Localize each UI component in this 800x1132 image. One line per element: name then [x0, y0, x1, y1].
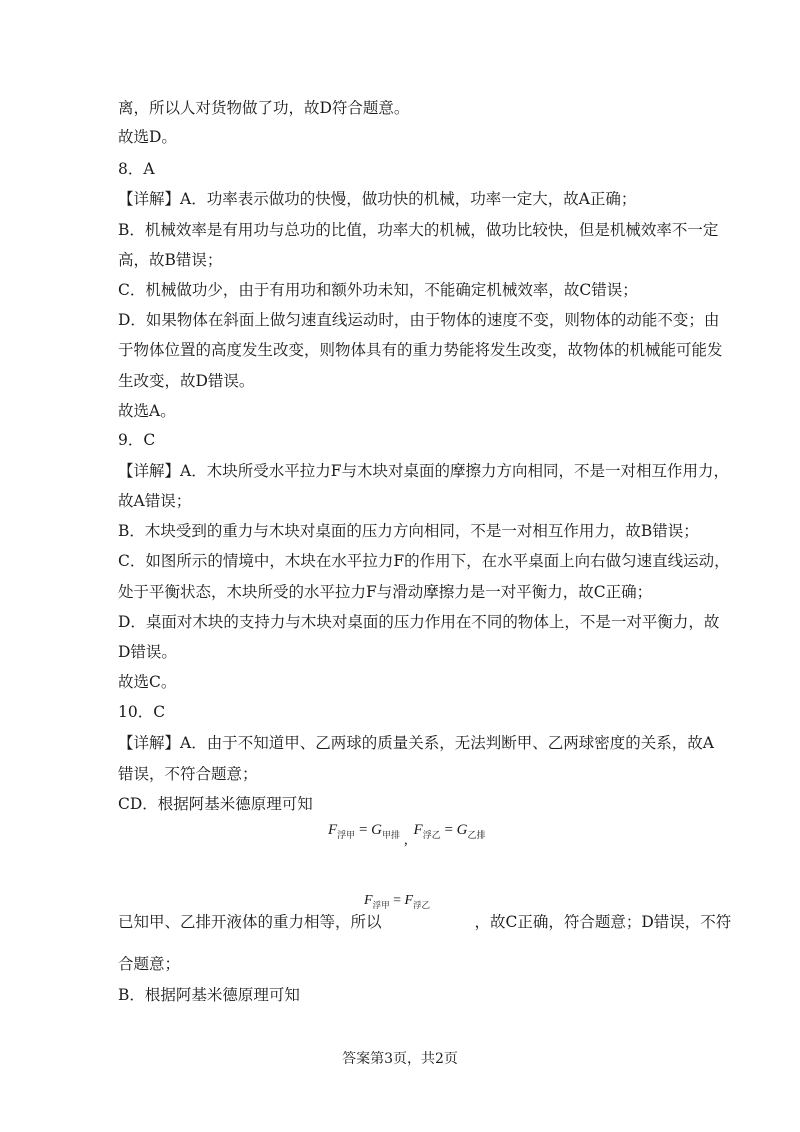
text-line-11: 故选A。: [118, 402, 176, 420]
text-line-14: 故A错误；: [118, 492, 192, 510]
text-line-20: 故选C。: [118, 673, 177, 691]
formula-symbol: F: [328, 822, 338, 838]
formula-symbol: F: [413, 822, 423, 838]
formula-subscript: 乙排: [467, 830, 486, 840]
answer-heading-9: 9．C: [118, 431, 156, 449]
formula-operator: =: [358, 822, 368, 838]
text-line-15: B．木块受到的重力与木块对桌面的压力方向相同，不是一对相互作用力，故B错误；: [118, 522, 699, 540]
text-line-13: 【详解】A．木块所受水平拉力F与木块对桌面的摩擦力方向相同，不是一对相互作用力，: [118, 462, 729, 480]
formula-comma: ,: [404, 832, 408, 848]
formula-operator: =: [444, 822, 453, 838]
formula-subscript: 浮甲: [372, 900, 390, 910]
formula-subscript: 浮乙: [413, 900, 431, 910]
text-line-25: 已知甲、乙排开液体的重力相等，所以 ，故C正确，符合题意；D错误，不符: [118, 913, 732, 931]
text-line-8: D．如果物体在斜面上做匀速直线运动时，由于物体的速度不变，则物体的动能不变；由: [118, 311, 720, 329]
formula-symbol: F: [404, 893, 414, 908]
formula-subscript: 甲排: [382, 830, 401, 840]
text-line-1: 离，所以人对货物做了功，故D符合题意。: [118, 99, 410, 117]
text-line-10: 生改变，故D错误。: [118, 372, 255, 390]
text-line-5: B．机械效率是有用功与总功的比值，功率大的机械，做功比较快，但是机械效率不一定: [118, 221, 719, 239]
text-line-16: C．如图所示的情境中，木块在水平拉力F的作用下，在水平桌面上向右做匀速直线运动，: [118, 552, 730, 570]
text-line-9: 于物体位置的高度发生改变，则物体具有的重力势能将发生改变，故物体的机械能可能发: [118, 341, 723, 359]
text-line-22: 【详解】A．由于不知道甲、乙两球的质量关系，无法判断甲、乙两球密度的关系，故A: [118, 734, 714, 752]
text-line-18: D．桌面对木块的支持力与木块对桌面的压力作用在不同的物体上，不是一对平衡力，故: [118, 613, 720, 631]
answer-heading-8: 8．A: [118, 160, 155, 178]
text-line-19: D错误。: [118, 643, 177, 661]
formula-subscript: 浮甲: [337, 830, 356, 840]
text-line-6: 高，故B错误；: [118, 251, 223, 269]
text-line-24: CD．根据阿基米德原理可知: [118, 795, 313, 813]
formula-symbol: G: [456, 822, 468, 838]
text-line-23: 错误，不符合题意；: [118, 765, 258, 783]
formula-subscript: 浮乙: [422, 830, 441, 840]
text-line-2: 故选D。: [118, 128, 177, 146]
text-line-26: 合题意；: [118, 955, 181, 973]
inline-formula: [364, 893, 430, 911]
formula-symbol: F: [364, 893, 373, 908]
text-line-7: C．机械做功少，由于有用功和额外功未知，不能确定机械效率，故C错误；: [118, 281, 638, 299]
archimedes-formula: [328, 822, 486, 848]
text-line-17: 处于平衡状态，木块所受的水平拉力F与滑动摩擦力是一对平衡力，故C正确；: [118, 583, 653, 601]
formula-operator: =: [393, 893, 401, 908]
page-footer: 答案第3页，共2页: [342, 1051, 458, 1067]
answer-heading-10: 10．C: [118, 703, 166, 721]
text-line-27: B．根据阿基米德原理可知: [118, 986, 300, 1004]
text-line-4: 【详解】A．功率表示做功的快慢，做功快的机械，功率一定大，故A正确；: [118, 190, 637, 208]
formula-symbol: G: [371, 822, 382, 838]
